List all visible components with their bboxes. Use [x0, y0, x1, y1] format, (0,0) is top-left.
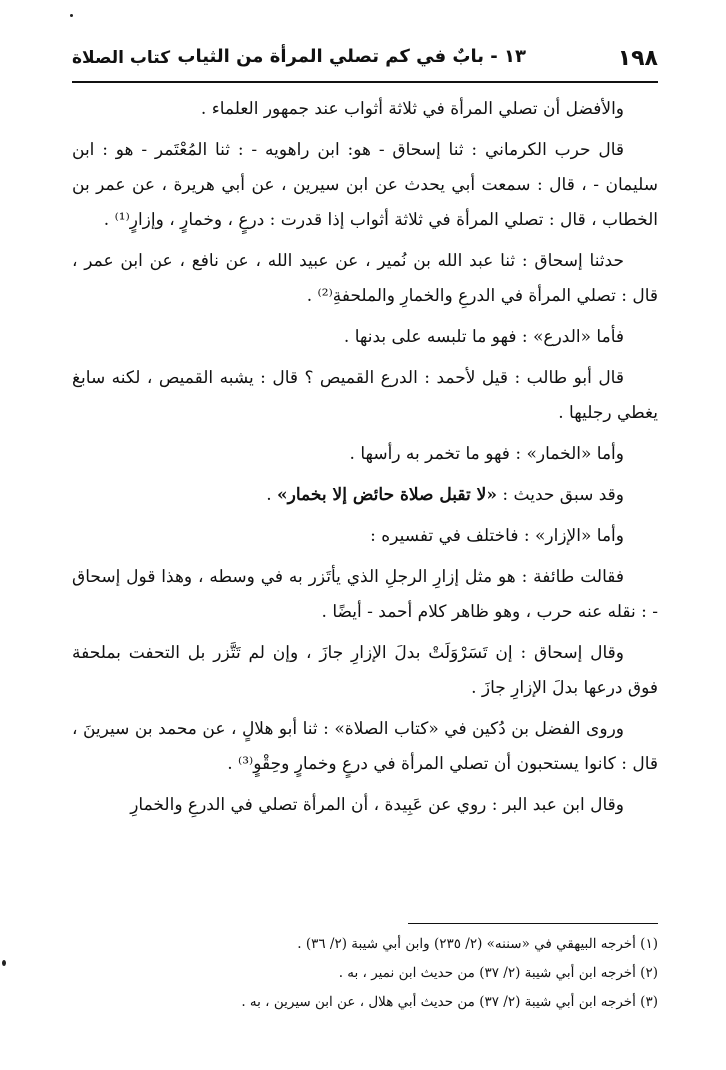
paragraph: حدثنا إسحاق : ثنا عبد الله بن نُمير ، عن عبيد الله ، عن نافع ، عن ابن عمر ، قال : تصلي المرأة في الدرعِ والخمارِ والملحفةِ⁽²⁾ . [72, 251, 658, 306]
scan-speck [2, 960, 6, 966]
footnote-rule [408, 923, 658, 924]
paragraph: قال أبو طالب : قيل لأحمد : الدرع القميص ؟ قال : يشبه القميص ، لكنه سابغ يغطي رجليها . [72, 368, 658, 423]
chapter-title: ١٣ - بابٌ في كم تصلي المرأة من الثياب [177, 46, 526, 67]
paragraph: والأفضل أن تصلي المرأة في ثلاثة أثواب عند جمهور العلماء . [200, 99, 624, 119]
paragraph: وقال إسحاق : إن تَسَرْوَلَتْ بدلَ الإزارِ جازَ ، وإن لم تَتَّزر بل التحفت بملحفة فوق درعها بدلَ الإزارِ جازَ . [72, 643, 658, 698]
main-text [72, 92, 658, 829]
paragraph: فأما «الدرع» : فهو ما تلبسه على بدنها . [343, 327, 624, 347]
paragraph: وأما «الخمار» : فهو ما تخمر به رأسها . [349, 444, 624, 464]
paragraph: وروى الفضل بن دُكين في «كتاب الصلاة» : ثنا أبو هلالٍ ، عن محمد بن سيرينَ ، قال : كانوا يستحبون أن تصلي المرأة في درعٍ وخمارٍ وحِقْوٍ⁽³⁾ . [72, 719, 658, 774]
hadith-paragraph [72, 478, 658, 513]
book-title: كتاب الصلاة [72, 48, 171, 68]
scan-speck [70, 14, 73, 17]
hadith-suffix: . [266, 485, 278, 505]
running-header [72, 44, 658, 78]
footnote: (٢) أخرجه ابن أبي شيبة (٢/ ٣٧) من حديث ابن نمير ، به . [338, 965, 658, 981]
hadith-prefix: وقد سبق حديث : [496, 485, 624, 505]
paragraph: قال حرب الكرماني : ثنا إسحاق - هو: ابن راهويه - : ثنا المُعْتَمر - هو : ابن سليمان - ، قال : سمعت أبي يحدث عن ابن سيرين ، عن أبي هريرة ، عن عمر بن الخطاب ، قال : تصلي المرأة في ثلاثة أثواب إذا قدرت : درعٍ ، وخمارٍ ، وإزارٍ⁽¹⁾ . [72, 140, 658, 230]
paragraph: وقال ابن عبد البر : روي عن عَبِيدة ، أن المرأة تصلي في الدرعِ والخمارِ [130, 795, 624, 815]
page-number: ١٩٨ [617, 46, 658, 71]
header-rule [72, 81, 658, 83]
hadith-quote: «لا تقبل صلاة حائض إلا بخمار» [277, 485, 497, 505]
paragraph: فقالت طائفة : هو مثل إزارِ الرجلِ الذي يأتَزر به في وسطه ، وهذا قول إسحاق - : نقله عنه حرب ، وهو ظاهر كلام أحمد - أيضًا . [72, 567, 658, 622]
footnotes [72, 930, 658, 1017]
paragraph: وأما «الإزار» : فاختلف في تفسيره : [370, 526, 624, 546]
footnote: (٣) أخرجه ابن أبي شيبة (٢/ ٣٧) من حديث أبي هلال ، عن ابن سيرين ، به . [241, 994, 658, 1010]
footnote: (١) أخرجه البيهقي في «سننه» (٢/ ٢٣٥) وابن أبي شيبة (٢/ ٣٦) . [297, 936, 658, 952]
